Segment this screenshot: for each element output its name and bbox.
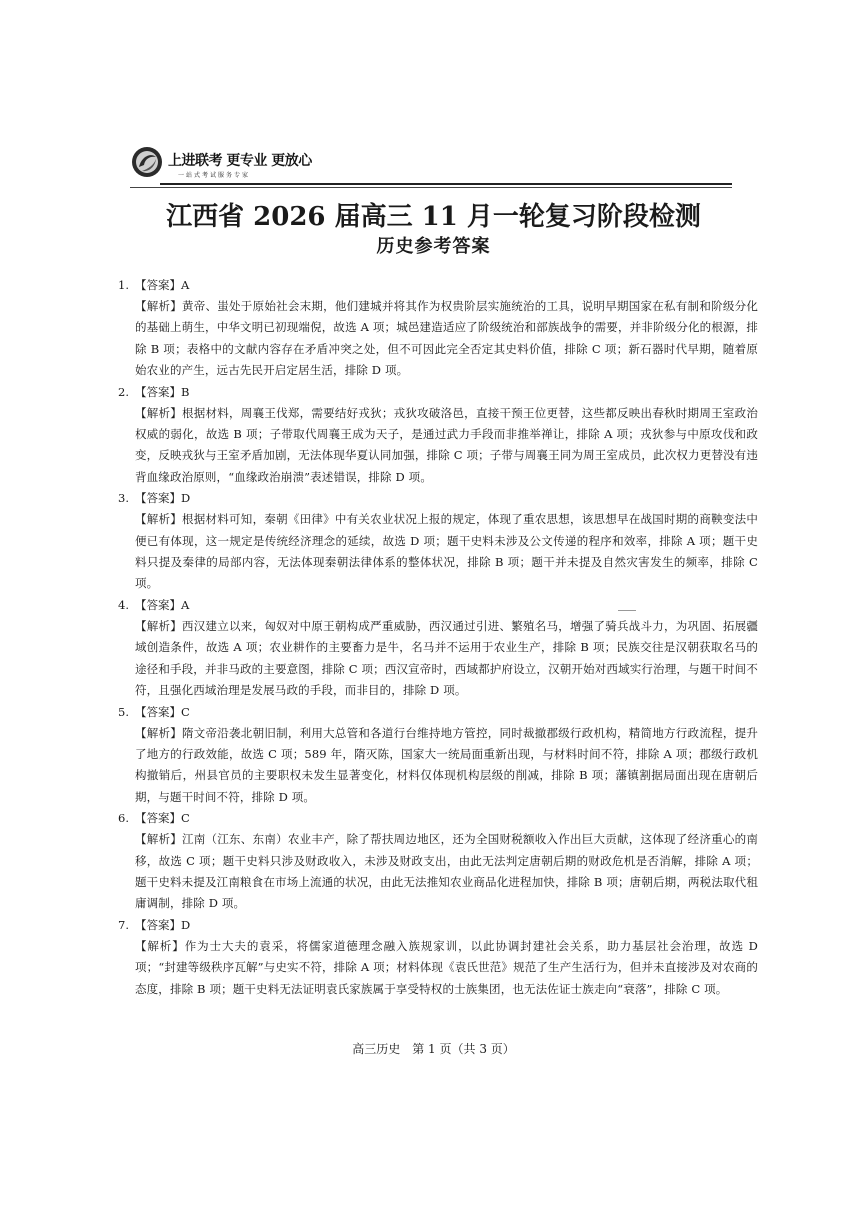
explanation-text: 【解析】作为士大夫的袁采，将儒家道德理念融入族规家训，以此协调封建社会关系，助力基层社会治理，故选 D 项；“封建等级秩序瓦解”与史实不符，排除 A 项；材料体现《袁氏世范》规范了生产生活行为，但并未直接涉及对农商的态度，排除 B 项；题干史料无法证明袁氏家族属于享受特权的士族集团，也无法佐证士族走向“衰落”，排除 C 项。 [135, 938, 758, 996]
explanation-text: 【解析】隋文帝沿袭北朝旧制，利用大总管和各道行台维持地方管控，同时裁撤郡级行政机构，精简地方行政流程，提升了地方的行政效能，故选 C 项；589 年，隋灭陈，国家大一统局面重新出现，与材料时间不符，排除 A 项；郡级行政机构撤销后，州县官员的主要职权未发生显著变化，材料仅体现机构层级的削减，排除 B 项；藩镇割据局面出现在唐朝后期，与题干时间不符，排除 D 项。 [135, 725, 758, 804]
brand-slogan: 上进联考 更专业 更放心 [168, 153, 312, 169]
page-footer: 高三历史 第 1 页（共 3 页） [352, 1042, 515, 1056]
answer-label: 【答案】A [135, 278, 190, 292]
brand-subtitle: 一站式考试服务专家 [178, 172, 251, 179]
question-number: 7. [118, 917, 129, 932]
question-number: 2. [118, 384, 129, 399]
page-title: 江西省 2026 届高三 11 月一轮复习阶段检测 [166, 202, 701, 232]
question-item [118, 808, 758, 915]
answer-list [118, 275, 758, 1000]
brand-header [130, 143, 730, 187]
scan-mark [618, 610, 636, 611]
question-number: 3. [118, 491, 129, 506]
answer-label: 【答案】D [135, 491, 191, 506]
answer-label: 【答案】C [135, 811, 190, 826]
question-item [118, 915, 758, 1000]
question-item [118, 702, 758, 809]
header-divider-thin [130, 187, 732, 188]
answer-label: 【答案】D [135, 917, 191, 932]
answer-label: 【答案】B [135, 384, 190, 399]
question-item [118, 382, 758, 489]
question-item [118, 595, 758, 702]
answer-label: 【答案】A [135, 597, 190, 612]
question-item [118, 488, 758, 595]
question-number: 6. [118, 811, 129, 826]
question-number: 5. [118, 704, 129, 719]
explanation-text: 【解析】江南（江东、东南）农业丰产，除了帮扶周边地区，还为全国财税额收入作出巨大贡献，这体现了经济重心的南移，故选 C 项；题干史料只涉及财政收入，未涉及财政支出，由此无法判定唐朝后期的财政危机是否消解，排除 A 项；题干史料未提及江南粮食在市场上流通的状况，由此无法推知农业商品化进程加快，排除 B 项；唐朝后期，两税法取代租庸调制，排除 D 项。 [135, 832, 758, 911]
question-item [118, 275, 758, 382]
explanation-text: 【解析】西汉建立以来，匈奴对中原王朝构成严重威胁，西汉通过引进、繁殖名马，增强了骑兵战斗力，为巩固、拓展疆域创造条件，故选 A 项；农业耕作的主要畜力是牛，名马并不运用于农业生产，排除 B 项；民族交往是汉朝获取名马的途径和手段，并非马政的主要意图，排除 C 项；西汉宣帝时，西域都护府设立，汉朝开始对西域实行治理，与题干时间不符，且强化西域治理是发展马政的手段，而非目的，排除 D 项。 [135, 618, 758, 698]
question-number: 1. [118, 278, 129, 292]
page-subtitle: 历史参考答案 [376, 236, 491, 257]
question-number: 4. [118, 597, 129, 612]
explanation-text: 【解析】黄帝、蚩处于原始社会末期，他们建城并将其作为权贵阶层实施统治的工具，说明早期国家在私有制和阶级分化的基础上萌生，中华文明已初现端倪，故选 A 项；城邑建造适应了阶级统治和部族战争的需要，并非阶级分化的根源，排除 B 项；表格中的文献内容存在矛盾冲突之处，但不可因此完全否定其史料价值，排除 C 项；新石器时代早期，随着原始农业的产生，远古先民开启定居生活，排除 D 项。 [135, 299, 758, 378]
explanation-text: 【解析】根据材料可知，秦朝《田律》中有关农业状况上报的规定，体现了重农思想，该思想早在战国时期的商鞅变法中便已有体现，这一规定是传统经济理念的延续，故选 D 项；题干史料未涉及公文传递的程序和效率，排除 A 项；题干史料只提及秦律的局部内容，无法体现秦朝法律体系的整体状况，排除 B 项；题干并未提及自然灾害发生的频率，排除 C 项。 [135, 512, 758, 591]
header-divider-thick [160, 183, 732, 185]
brand-logo-icon [130, 145, 164, 179]
explanation-text: 【解析】根据材料，周襄王伐郑，需要结好戎狄；戎狄攻破洛邑，直接干预王位更替，这些都反映出春秋时期周王室政治权威的弱化，故选 B 项；子带取代周襄王成为天子，是通过武力手段而非推举禅让，排除 A 项；戎狄参与中原攻伐和政变，反映戎狄与王室矛盾加剧，无法体现华夏认同加强，排除 C 项；子带与周襄王同为周王室成员，此次权力更替没有违背血缘政治原则，“血缘政治崩溃”表述错误，排除 D 项。 [135, 405, 758, 484]
answer-label: 【答案】C [135, 704, 190, 719]
